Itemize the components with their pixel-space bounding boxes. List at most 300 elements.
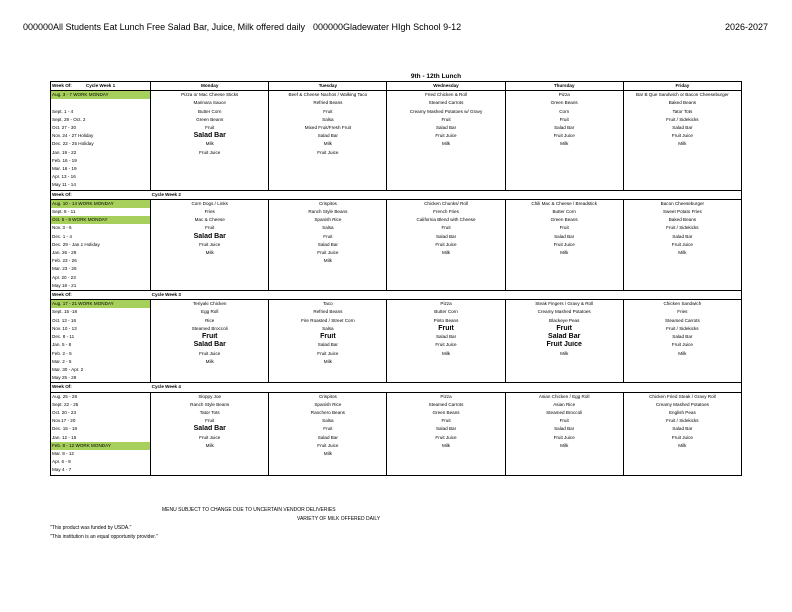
menu-item-thursday <box>505 450 623 458</box>
menu-item-friday: Tator Tots <box>623 108 741 116</box>
week-date-range: Oct. 5 - 9 WORK MONDAY <box>51 216 151 224</box>
menu-item-monday: Salad Bar <box>151 233 269 241</box>
menu-item-thursday: Fruit Juice <box>505 241 623 249</box>
menu-item-friday <box>623 165 741 173</box>
menu-item-tuesday: Fire Roasted / Street Corn <box>269 317 387 325</box>
menu-item-friday: Chicken Sandwich <box>623 300 741 309</box>
menu-item-thursday: Fruit <box>505 116 623 124</box>
menu-item-friday: Milk <box>623 249 741 257</box>
week-date-range: Aug. 3 - 7 WORK MONDAY <box>51 91 151 100</box>
week-date-range: Sept. 15 -18 <box>51 308 151 316</box>
usda-statement: "This product was funded by USDA." <box>50 525 132 531</box>
menu-item-friday: Fruit / Sidekicks <box>623 116 741 124</box>
menu-item-tuesday: Fruit <box>269 425 387 433</box>
menu-item-thursday: Fruit <box>505 224 623 232</box>
cycle-week-label: Cycle Week 3 <box>151 291 742 300</box>
week-date-range: Sept. 1 - 4 <box>51 108 151 116</box>
menu-item-friday <box>623 274 741 282</box>
week-date-range: Dec. 15 - 18 <box>51 425 151 433</box>
menu-item-friday: Baked Beans <box>623 99 741 107</box>
week-date-range: Mar. 16 - 19 <box>51 165 151 173</box>
menu-item-tuesday: Mixed Fruit/Fresh Fruit <box>269 124 387 132</box>
menu-item-friday: Fruit / Sidekicks <box>623 224 741 232</box>
menu-item-wednesday: Fruit Juice <box>387 241 505 249</box>
week-of-label: Week Of: <box>51 291 151 300</box>
menu-item-friday: Salad Bar <box>623 425 741 433</box>
menu-item-thursday: Salad Bar <box>505 333 623 341</box>
menu-item-wednesday: Milk <box>387 249 505 257</box>
menu-item-wednesday: Fruit Juice <box>387 132 505 140</box>
table-row <box>51 333 742 341</box>
menu-item-monday: Sloppy Joe <box>151 392 269 401</box>
menu-item-wednesday: Salad Bar <box>387 124 505 132</box>
week-date-range: Mar. 23 - 26 <box>51 265 151 273</box>
menu-item-monday: Green Beans <box>151 116 269 124</box>
menu-item-friday: Chicken Fried Steak / Gravy Roll <box>623 392 741 401</box>
table-row <box>51 341 742 349</box>
menu-item-wednesday: Milk <box>387 350 505 358</box>
menu-item-wednesday: California Blend with Cheese <box>387 216 505 224</box>
menu-item-thursday <box>505 173 623 181</box>
menu-item-thursday: Milk <box>505 350 623 358</box>
week-date-range: Dec. 22 - 25 Holiday <box>51 140 151 148</box>
week-date-range: Nov. 24 - 27 Holiday <box>51 132 151 140</box>
menu-item-wednesday: Fruit Juice <box>387 434 505 442</box>
menu-item-tuesday: Salsa <box>269 224 387 232</box>
menu-item-thursday <box>505 157 623 165</box>
week-of-label: Week Of: <box>51 383 151 392</box>
table-row <box>51 124 742 132</box>
menu-item-wednesday: Fried Chicken & Roll <box>387 91 505 100</box>
week-date-range: Oct. 13 - 16 <box>51 317 151 325</box>
menu-item-thursday: Asian Chicken / Egg Roll <box>505 392 623 401</box>
table-row <box>51 157 742 165</box>
menu-item-wednesday <box>387 450 505 458</box>
table-row <box>51 208 742 216</box>
menu-item-monday <box>151 374 269 383</box>
menu-item-tuesday <box>269 374 387 383</box>
week-date-range: Oct. 20 - 23 <box>51 409 151 417</box>
table-row <box>51 216 742 224</box>
menu-item-friday: Steamed Carrots <box>623 317 741 325</box>
menu-item-monday: Ranch Style Beans <box>151 401 269 409</box>
table-row <box>51 140 742 148</box>
menu-item-monday: Fruit <box>151 124 269 132</box>
table-row <box>51 350 742 358</box>
menu-item-friday <box>623 466 741 475</box>
table-row <box>51 173 742 181</box>
equal-opportunity-statement: "This institution is an equal opportunity provider." <box>50 534 158 540</box>
cycle-week-label: Cycle Week 4 <box>151 383 742 392</box>
menu-item-monday: Egg Roll <box>151 308 269 316</box>
menu-item-thursday: Steak Fingers / Gravy & Roll <box>505 300 623 309</box>
menu-item-tuesday <box>269 274 387 282</box>
week-date-range: Nov. 3 - 6 <box>51 224 151 232</box>
menu-item-thursday <box>505 374 623 383</box>
week-date-range: Jan. 26 - 29 <box>51 249 151 257</box>
table-row <box>51 265 742 273</box>
week-of-label: Week Of: <box>51 190 151 199</box>
menu-item-monday: Teriyaki Chicken <box>151 300 269 309</box>
menu-item-friday: Salad Bar <box>623 124 741 132</box>
cycle-week-header <box>51 291 742 300</box>
menu-item-monday: Fruit <box>151 333 269 341</box>
week-date-range: Mar. 30 - Apr. 2 <box>51 366 151 374</box>
week-date-range: Sept. 22 - 25 <box>51 401 151 409</box>
menu-item-wednesday <box>387 181 505 190</box>
menu-item-tuesday: Milk <box>269 257 387 265</box>
table-row <box>51 99 742 107</box>
menu-item-monday: Fruit <box>151 417 269 425</box>
table-row <box>51 132 742 140</box>
menu-item-friday <box>623 157 741 165</box>
menu-item-friday <box>623 458 741 466</box>
menu-item-thursday: Milk <box>505 140 623 148</box>
menu-item-wednesday: Pizza <box>387 392 505 401</box>
menu-item-wednesday: Pinto Beans <box>387 317 505 325</box>
menu-item-tuesday: Salsa <box>269 116 387 124</box>
menu-item-thursday <box>505 358 623 366</box>
column-header-week <box>51 82 151 91</box>
menu-item-thursday: Milk <box>505 249 623 257</box>
column-header-monday: Monday <box>151 82 269 91</box>
menu-item-tuesday: Salad Bar <box>269 341 387 349</box>
table-row <box>51 308 742 316</box>
table-row <box>51 224 742 232</box>
menu-item-friday: Milk <box>623 140 741 148</box>
menu-item-thursday: Milk <box>505 442 623 450</box>
column-header-friday: Friday <box>623 82 741 91</box>
menu-item-wednesday: Fruit <box>387 116 505 124</box>
lunch-menu-table <box>50 81 742 476</box>
menu-item-friday: Creamy Mashed Potatoes <box>623 401 741 409</box>
menu-item-thursday: Blackeye Peas <box>505 317 623 325</box>
menu-item-wednesday: Fruit Juice <box>387 341 505 349</box>
menu-item-thursday: Corn <box>505 108 623 116</box>
cycle-week-label: Cycle Week 2 <box>151 190 742 199</box>
week-date-range: Nov.17 - 20 <box>51 417 151 425</box>
menu-item-wednesday: Fruit <box>387 325 505 333</box>
menu-item-wednesday <box>387 358 505 366</box>
menu-item-wednesday <box>387 466 505 475</box>
menu-item-tuesday <box>269 282 387 291</box>
cycle-week-label: Cycle Week 1 <box>85 83 116 88</box>
menu-item-wednesday: Pizza <box>387 300 505 309</box>
menu-item-wednesday <box>387 458 505 466</box>
table-row <box>51 282 742 291</box>
menu-item-wednesday: Milk <box>387 140 505 148</box>
week-date-range: Aug. 10 - 14 WORK MONDAY <box>51 199 151 208</box>
menu-item-monday: Marinara Sauce <box>151 99 269 107</box>
menu-item-tuesday: Fruit Juice <box>269 149 387 157</box>
table-row <box>51 417 742 425</box>
week-date-range: Sept. 28 - Oct. 2 <box>51 116 151 124</box>
menu-item-thursday <box>505 466 623 475</box>
cycle-week-header <box>51 190 742 199</box>
menu-item-monday: Fruit <box>151 224 269 232</box>
week-date-range: Apr. 6 - 9 <box>51 458 151 466</box>
menu-item-tuesday: Crispitos <box>269 199 387 208</box>
table-row <box>51 317 742 325</box>
menu-item-thursday: Fruit <box>505 417 623 425</box>
menu-item-wednesday <box>387 149 505 157</box>
week-date-range: May 4 - 7 <box>51 466 151 475</box>
menu-item-friday: English Peas <box>623 409 741 417</box>
menu-item-friday: Bar B Que Sandwich or Bacon Cheeseburger <box>623 91 741 100</box>
table-row <box>51 366 742 374</box>
menu-item-thursday <box>505 282 623 291</box>
table-row <box>51 409 742 417</box>
menu-item-thursday: Fruit Juice <box>505 434 623 442</box>
week-date-range: May 25 - 28 <box>51 374 151 383</box>
menu-item-monday: Salad Bar <box>151 425 269 433</box>
menu-item-thursday: Fruit Juice <box>505 132 623 140</box>
week-date-range: Jan. 5 - 8 <box>51 341 151 349</box>
menu-item-friday: Bacon Cheeseburger <box>623 199 741 208</box>
menu-item-monday: Tator Tots <box>151 409 269 417</box>
menu-item-wednesday <box>387 157 505 165</box>
menu-item-wednesday <box>387 374 505 383</box>
menu-item-monday <box>151 265 269 273</box>
menu-item-wednesday: Steamed Carrots <box>387 99 505 107</box>
week-date-range: Feb. 16 - 19 <box>51 157 151 165</box>
menu-item-tuesday <box>269 181 387 190</box>
menu-item-thursday: Butter Corn <box>505 208 623 216</box>
menu-item-friday <box>623 173 741 181</box>
week-date-range: Dec. 1 - 4 <box>51 233 151 241</box>
menu-item-friday <box>623 450 741 458</box>
column-header-wednesday: Wednesday <box>387 82 505 91</box>
menu-item-tuesday: Crispitos <box>269 392 387 401</box>
menu-item-tuesday: Milk <box>269 358 387 366</box>
menu-item-tuesday: Spanish Rice <box>269 216 387 224</box>
week-date-range: Oct. 27 - 30 <box>51 124 151 132</box>
menu-item-thursday: Chili Mac & Cheese / Breadstick <box>505 199 623 208</box>
menu-item-monday <box>151 458 269 466</box>
week-date-range: Dec. 8 - 11 <box>51 333 151 341</box>
menu-item-thursday: Asian Rice <box>505 401 623 409</box>
menu-item-monday: Salad Bar <box>151 341 269 349</box>
menu-item-thursday: Green Beans <box>505 216 623 224</box>
table-row <box>51 249 742 257</box>
menu-item-friday: Sweet Potato Fries <box>623 208 741 216</box>
menu-item-friday: Fruit Juice <box>623 434 741 442</box>
vendor-notice: MENU SUBJECT TO CHANGE DUE TO UNCERTAIN VENDOR DELIVERIES <box>162 507 336 513</box>
table-row <box>51 116 742 124</box>
menu-item-friday <box>623 366 741 374</box>
week-date-range <box>51 99 151 107</box>
week-date-range: Feb. 8 - 12 WORK MONDAY <box>51 442 151 450</box>
menu-item-tuesday: Salad Bar <box>269 434 387 442</box>
menu-item-monday: Rice <box>151 317 269 325</box>
menu-item-monday: Milk <box>151 358 269 366</box>
week-date-range: Dec. 29 - Jan.1 Holiday <box>51 241 151 249</box>
menu-item-thursday: Green Beans <box>505 99 623 107</box>
menu-item-tuesday <box>269 157 387 165</box>
menu-item-thursday <box>505 165 623 173</box>
table-row <box>51 181 742 190</box>
week-date-range: Aug. 25 - 28 <box>51 392 151 401</box>
menu-item-tuesday: Salad Bar <box>269 132 387 140</box>
menu-item-monday: Fruit Juice <box>151 350 269 358</box>
menu-item-monday: Milk <box>151 249 269 257</box>
menu-item-tuesday <box>269 466 387 475</box>
menu-item-monday: Fries <box>151 208 269 216</box>
menu-item-tuesday: Milk <box>269 140 387 148</box>
menu-item-wednesday <box>387 282 505 291</box>
menu-item-monday: Mac & Cheese <box>151 216 269 224</box>
menu-item-tuesday <box>269 265 387 273</box>
menu-item-tuesday: Spanish Rice <box>269 401 387 409</box>
menu-item-thursday <box>505 181 623 190</box>
menu-item-monday: Salad Bar <box>151 132 269 140</box>
menu-item-friday: Baked Beans <box>623 216 741 224</box>
menu-item-friday: Fries <box>623 308 741 316</box>
menu-item-monday <box>151 282 269 291</box>
menu-item-monday <box>151 466 269 475</box>
menu-item-wednesday: Chicken Chunks/ Roll <box>387 199 505 208</box>
menu-item-wednesday: Milk <box>387 442 505 450</box>
menu-item-monday <box>151 165 269 173</box>
week-date-range: Aug. 17 - 21 WORK MONDAY <box>51 300 151 309</box>
table-row <box>51 442 742 450</box>
column-header-row <box>51 82 742 91</box>
menu-item-tuesday: Salad Bar <box>269 241 387 249</box>
menu-item-friday: Fruit / Sidekicks <box>623 325 741 333</box>
table-row <box>51 199 742 208</box>
header-left-text: 000000All Students Eat Lunch Free Salad Bar, Juice, Milk offered daily <box>23 22 306 32</box>
menu-item-tuesday: Fruit Juice <box>269 350 387 358</box>
menu-item-friday: Salad Bar <box>623 233 741 241</box>
menu-item-monday <box>151 181 269 190</box>
menu-item-monday: Milk <box>151 140 269 148</box>
menu-item-tuesday: Fruit Juice <box>269 442 387 450</box>
table-row <box>51 434 742 442</box>
menu-item-friday: Milk <box>623 442 741 450</box>
week-date-range: May 18 - 21 <box>51 282 151 291</box>
column-header-thursday: Thursday <box>505 82 623 91</box>
week-date-range: Apr. 13 - 16 <box>51 173 151 181</box>
menu-item-thursday: Salad Bar <box>505 233 623 241</box>
menu-item-monday: Fruit Juice <box>151 241 269 249</box>
table-row <box>51 466 742 475</box>
menu-item-thursday <box>505 149 623 157</box>
week-date-range: Feb. 2 - 5 <box>51 350 151 358</box>
menu-item-tuesday: Fruit Juice <box>269 249 387 257</box>
menu-item-wednesday: Fruit <box>387 224 505 232</box>
menu-item-tuesday <box>269 173 387 181</box>
menu-item-wednesday: Steamed Carrots <box>387 401 505 409</box>
menu-item-tuesday: Milk <box>269 450 387 458</box>
table-row <box>51 458 742 466</box>
menu-item-monday <box>151 173 269 181</box>
menu-item-wednesday <box>387 366 505 374</box>
menu-item-wednesday <box>387 274 505 282</box>
menu-item-monday: Corn Dogs / Links <box>151 199 269 208</box>
menu-item-thursday: Pizza <box>505 91 623 100</box>
table-row <box>51 325 742 333</box>
menu-item-friday: Fruit Juice <box>623 341 741 349</box>
menu-item-wednesday <box>387 165 505 173</box>
table-row <box>51 425 742 433</box>
menu-item-thursday: Fruit Juice <box>505 341 623 349</box>
school-name: 000000Gladewater HIgh School 9-12 <box>313 22 462 32</box>
menu-item-wednesday: Creamy Mashed Potatoes w/ Gravy <box>387 108 505 116</box>
menu-item-friday <box>623 257 741 265</box>
menu-item-friday: Milk <box>623 350 741 358</box>
menu-item-wednesday <box>387 257 505 265</box>
menu-item-tuesday: Salsa <box>269 325 387 333</box>
menu-item-monday <box>151 257 269 265</box>
menu-item-thursday <box>505 274 623 282</box>
menu-item-tuesday: Ranchero Beans <box>269 409 387 417</box>
milk-notice: VARIETY OF MILK OFFERED DAILY <box>297 516 381 522</box>
menu-item-thursday <box>505 366 623 374</box>
menu-item-wednesday <box>387 265 505 273</box>
table-row <box>51 165 742 173</box>
menu-item-friday <box>623 374 741 383</box>
menu-item-friday: Fruit Juice <box>623 132 741 140</box>
menu-item-friday: Fruit Juice <box>623 241 741 249</box>
menu-item-wednesday: Salad Bar <box>387 333 505 341</box>
menu-item-wednesday: Salad Bar <box>387 233 505 241</box>
menu-item-friday <box>623 265 741 273</box>
table-row <box>51 300 742 309</box>
table-row <box>51 450 742 458</box>
menu-item-monday: Steamed Broccoli <box>151 325 269 333</box>
table-row <box>51 149 742 157</box>
menu-item-wednesday: French Fries <box>387 208 505 216</box>
week-date-range: Apr. 20 - 23 <box>51 274 151 282</box>
week-date-range: Mar. 9 - 12 <box>51 450 151 458</box>
table-row <box>51 401 742 409</box>
table-row <box>51 358 742 366</box>
table-row <box>51 257 742 265</box>
menu-item-monday <box>151 450 269 458</box>
table-row <box>51 233 742 241</box>
menu-item-thursday <box>505 265 623 273</box>
column-header-tuesday: Tuesday <box>269 82 387 91</box>
cycle-week-header <box>51 383 742 392</box>
menu-item-thursday: Salad Bar <box>505 124 623 132</box>
menu-item-tuesday: Fruit <box>269 333 387 341</box>
week-date-range: Jan. 12 - 15 <box>51 434 151 442</box>
menu-item-monday: Butter Corn <box>151 108 269 116</box>
table-row <box>51 241 742 249</box>
menu-item-tuesday <box>269 165 387 173</box>
menu-item-wednesday <box>387 173 505 181</box>
menu-item-monday: Fruit Juice <box>151 149 269 157</box>
menu-item-friday: Fruit / Sidekicks <box>623 417 741 425</box>
menu-item-thursday <box>505 458 623 466</box>
menu-item-monday: Milk <box>151 442 269 450</box>
menu-item-thursday: Steamed Broccoli <box>505 409 623 417</box>
menu-body <box>51 91 742 475</box>
menu-item-tuesday: Ranch Style Beans <box>269 208 387 216</box>
menu-item-tuesday <box>269 458 387 466</box>
menu-item-thursday: Fruit <box>505 325 623 333</box>
menu-item-wednesday: Green Beans <box>387 409 505 417</box>
menu-item-friday <box>623 181 741 190</box>
menu-item-monday: Fruit Juice <box>151 434 269 442</box>
menu-item-tuesday <box>269 366 387 374</box>
menu-item-monday <box>151 274 269 282</box>
menu-item-monday <box>151 366 269 374</box>
menu-item-friday <box>623 149 741 157</box>
menu-item-wednesday: Fruit <box>387 417 505 425</box>
week-date-range: Nov. 10 - 13 <box>51 325 151 333</box>
menu-item-monday <box>151 157 269 165</box>
